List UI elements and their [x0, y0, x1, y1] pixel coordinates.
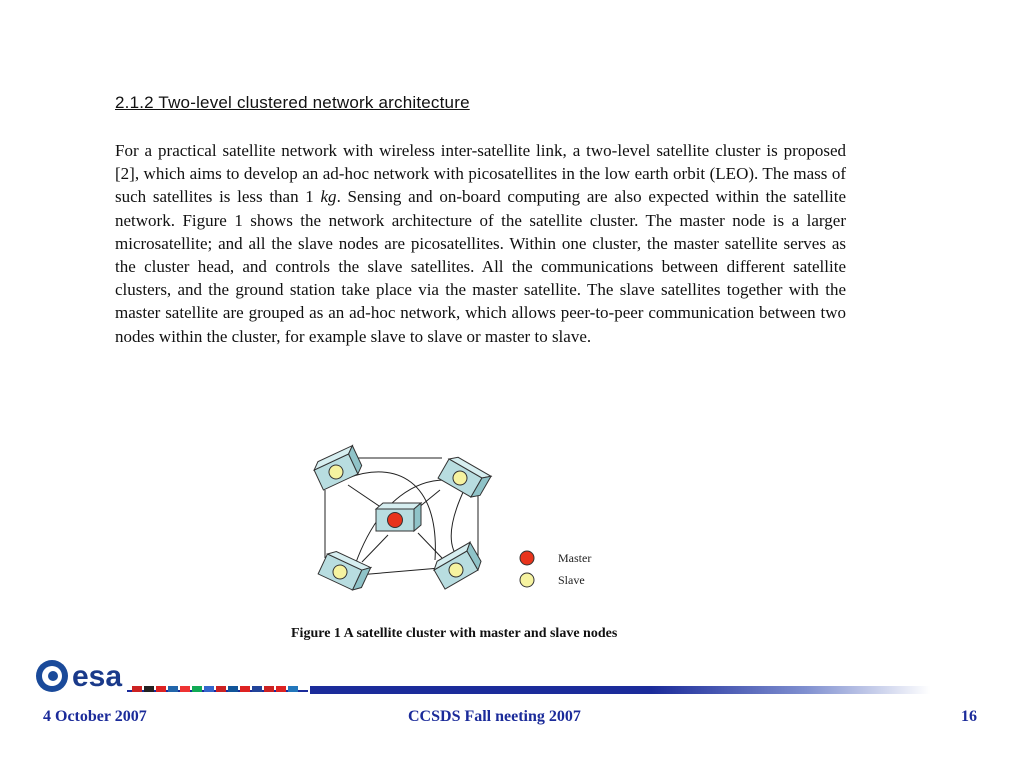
section-heading: 2.1.2 Two-level clustered network architecture	[115, 93, 470, 112]
paragraph-unit: kg	[320, 187, 337, 207]
slave-satellite-4	[431, 542, 484, 589]
paragraph-text-1: For a practical satellite network with wireless inter-satellite link, a two-level satellite cluster is proposed [2], which aims to develop an ad-hoc network with picosatellites in the low earth orbit (LEO). The mass of such satellites is less than 1	[115, 141, 846, 207]
footer-divider-bar	[310, 686, 930, 694]
slave-satellite-2	[438, 454, 491, 501]
slave-legend-label: Slave	[558, 573, 585, 587]
master-legend-marker	[520, 551, 534, 565]
esa-logo-text: esa	[72, 660, 123, 693]
slave-satellite-3	[318, 549, 371, 593]
footer-event-title: CCSDS Fall neeting 2007	[408, 708, 581, 725]
figure-legend	[520, 551, 591, 587]
body-paragraph	[115, 139, 846, 348]
footer-date: 4 October 2007	[43, 708, 147, 725]
esa-logo	[32, 656, 312, 698]
paragraph-text-2: . Sensing and on-board computing are also expected within the satellite network. Figure 1 shows the network architecture of the satellite cluster. The master node is a larger microsatellite; and all the slave nodes are picosatellites. Within one cluster, the master satellite serves as the cluster head, and controls the slave satellites. All the communications between different satellite clusters, and the ground station take place via the master satellite. The slave satellites together with the master satellite are grouped as an ad-hoc network, which allows peer-to-peer communication between two nodes within the cluster, for example slave to slave or master to slave.	[115, 187, 846, 346]
footer-page-number: 16	[961, 708, 977, 725]
satellite-cluster-figure	[300, 440, 630, 610]
slave-legend-marker	[520, 573, 534, 587]
figure-caption: Figure 1 A satellite cluster with master and slave nodes	[291, 626, 618, 641]
master-legend-label: Master	[558, 551, 592, 565]
slave-satellite-1	[312, 446, 365, 490]
master-satellite	[376, 503, 421, 531]
